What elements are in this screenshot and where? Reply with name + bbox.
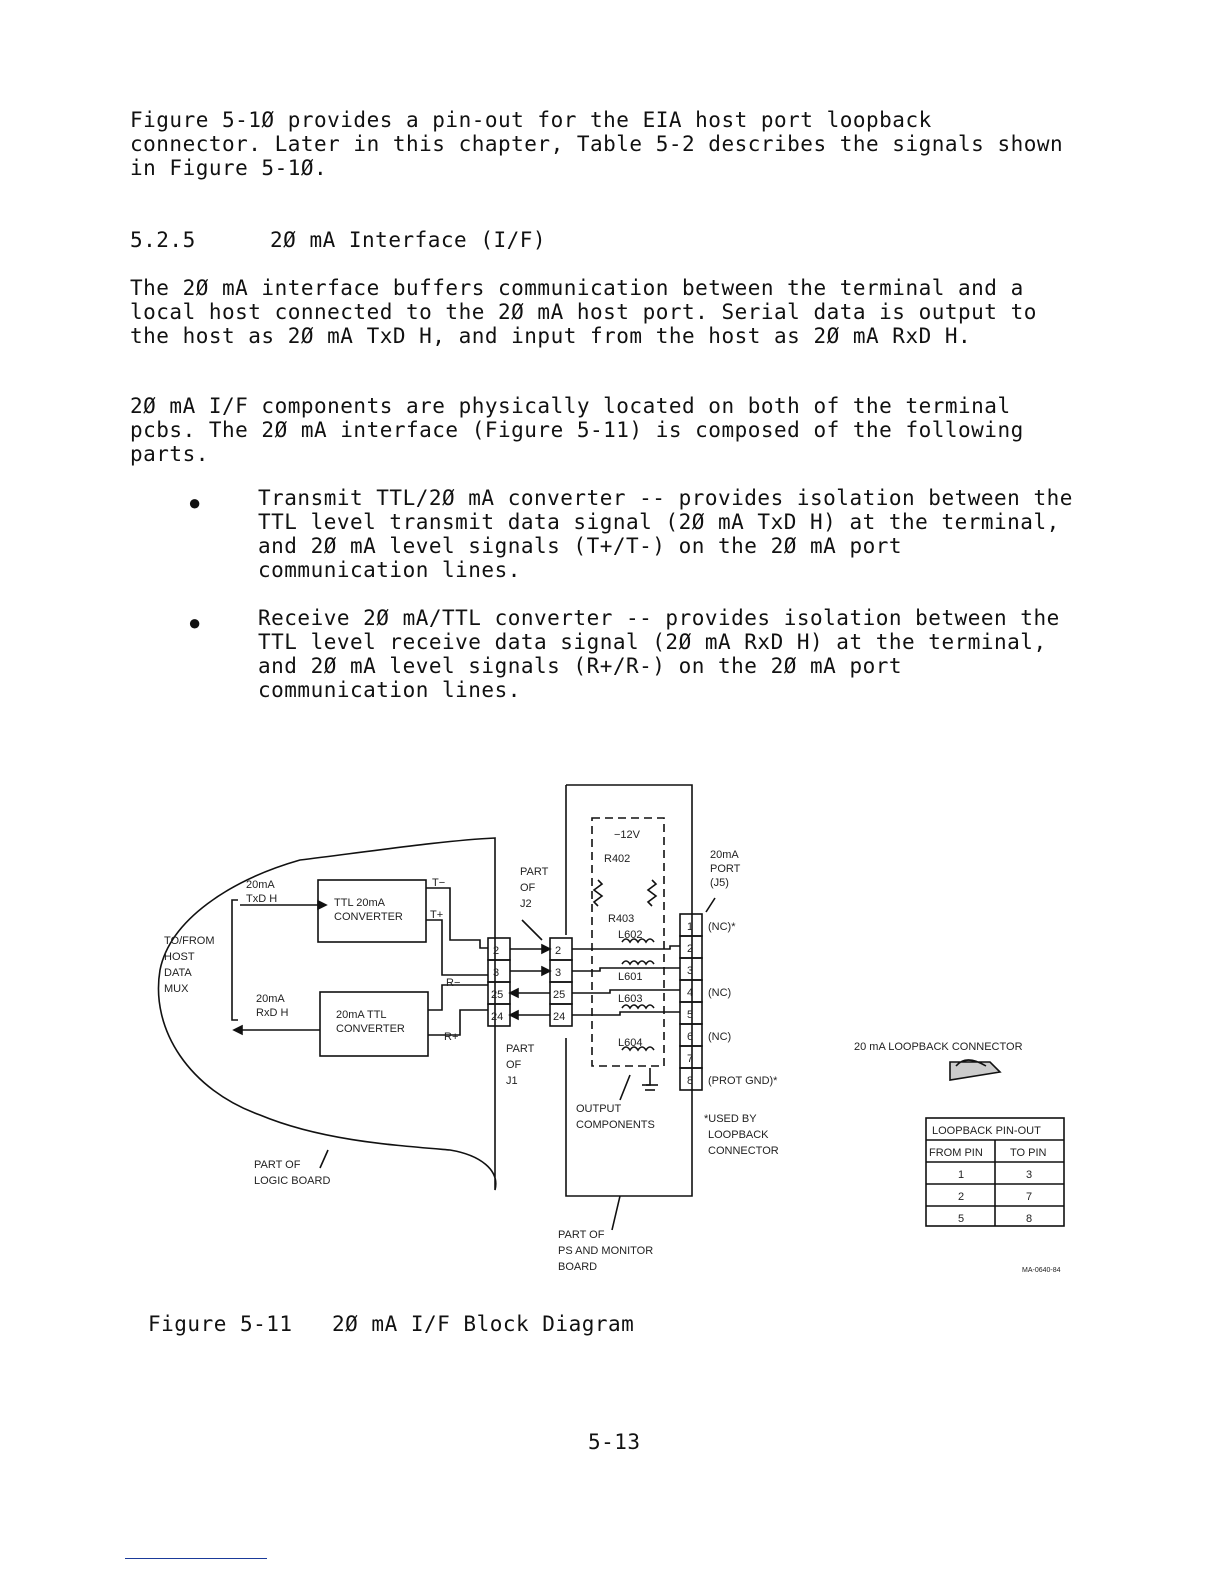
host-label: HOST xyxy=(164,951,195,963)
port-pin: 4 xyxy=(687,987,694,999)
block-diagram xyxy=(150,770,1090,1290)
used-by-note: LOOPBACK xyxy=(708,1129,769,1141)
part-of-logic-board-label: LOGIC BOARD xyxy=(254,1175,331,1187)
t-minus-label: T− xyxy=(432,877,446,889)
pinout-cell: 5 xyxy=(958,1213,965,1225)
used-by-note: CONNECTOR xyxy=(708,1145,779,1157)
logic-board-outline xyxy=(158,838,495,1190)
part-of-j1-label: PART xyxy=(506,1043,535,1055)
figure-caption: Figure 5-11 2Ø mA I/F Block Diagram xyxy=(148,1312,635,1336)
port-title: 20mA xyxy=(710,849,739,861)
section-title: 2Ø mA Interface (I/F) xyxy=(270,228,547,252)
rxd-label: 20mA xyxy=(256,993,285,1005)
l603-label: L603 xyxy=(618,993,643,1005)
port-title: PORT xyxy=(710,863,741,875)
j1-pin: 2 xyxy=(493,945,500,957)
nc-label: (NC) xyxy=(708,987,732,999)
txd-label: TxD H xyxy=(246,893,278,905)
part-of-ps-board-label: PART OF xyxy=(558,1229,605,1241)
part-of-j2-label: OF xyxy=(520,882,536,894)
port-title: (J5) xyxy=(710,877,729,889)
l602-label: L602 xyxy=(618,929,643,941)
nc-label: (NC) xyxy=(708,1031,732,1043)
bullet-marker: ● xyxy=(188,610,202,635)
pinout-cell: 2 xyxy=(958,1191,965,1203)
bullet-receive: Receive 2Ø mA/TTL converter -- provides isolation between the TTL level receive data signal (2Ø mA RxD H) at the terminal, and 2Ø mA level signals (R+/R-) on the 2Ø mA port communication lines. xyxy=(258,606,1060,702)
pinout-header: FROM PIN xyxy=(929,1147,983,1159)
pinout-cell: 1 xyxy=(958,1169,965,1181)
components-paragraph: 2Ø mA I/F components are physically located on both of the terminal pcbs. The 2Ø mA interface (Figure 5-11) is composed of the following parts. xyxy=(130,394,1037,466)
prot-gnd-label: (PROT GND)* xyxy=(708,1075,778,1087)
bullet-marker: ● xyxy=(188,490,202,515)
part-of-j2-label: PART xyxy=(520,866,549,878)
j2-pin: 2 xyxy=(555,945,562,957)
txd-label: 20mA xyxy=(246,879,275,891)
port-pin: 2 xyxy=(687,943,694,955)
pinout-cell: 8 xyxy=(1026,1213,1033,1225)
nc-label: (NC)* xyxy=(708,921,736,933)
rx-converter-label: 20mA TTL xyxy=(336,1009,387,1021)
page-number: 5-13 xyxy=(588,1430,641,1454)
port-pin: 6 xyxy=(687,1031,694,1043)
data-label: DATA xyxy=(164,967,192,979)
rxd-label: RxD H xyxy=(256,1007,289,1019)
j2-pin: 24 xyxy=(553,1011,566,1023)
pinout-title: LOOPBACK PIN-OUT xyxy=(932,1125,1041,1137)
tx-converter-label: TTL 20mA xyxy=(334,897,385,909)
to-from-label: TO/FROM xyxy=(164,935,215,947)
port-pin: 8 xyxy=(687,1075,694,1087)
r-plus-label: R+ xyxy=(444,1031,459,1043)
part-of-j1-label: OF xyxy=(506,1059,522,1071)
host-brace xyxy=(232,900,238,1020)
section-heading xyxy=(130,228,546,252)
pinout-cell: 7 xyxy=(1026,1191,1033,1203)
j2-pin: 3 xyxy=(555,967,562,979)
intro-paragraph: Figure 5-1Ø provides a pin-out for the EIA host port loopback connector. Later in this chapter, Table 5-2 describes the signals shown in Figure 5-1Ø. xyxy=(130,108,1077,180)
part-of-ps-board-label: BOARD xyxy=(558,1261,598,1273)
l604-label: L604 xyxy=(618,1037,643,1049)
rx-converter-label: CONVERTER xyxy=(336,1023,405,1035)
used-by-note: *USED BY xyxy=(704,1113,757,1125)
port-pin: 1 xyxy=(687,921,694,933)
l601-label: L601 xyxy=(618,971,643,983)
neg12v-label: −12V xyxy=(614,829,640,841)
j1-pin: 24 xyxy=(491,1011,504,1023)
part-of-j1-label: J1 xyxy=(506,1075,518,1087)
loopback-connector-title: 20 mA LOOPBACK CONNECTOR xyxy=(854,1041,1023,1053)
pinout-cell: 3 xyxy=(1026,1169,1033,1181)
output-components-label: OUTPUT xyxy=(576,1103,622,1115)
r402-label: R402 xyxy=(604,853,631,865)
ref-code: MA-0640-84 xyxy=(1022,1267,1061,1274)
j2-pin: 25 xyxy=(553,989,566,1001)
port-pin: 5 xyxy=(687,1009,694,1021)
footer-rule xyxy=(125,1558,267,1559)
port-pin: 3 xyxy=(687,965,694,977)
interface-paragraph: The 2Ø mA interface buffers communication between the terminal and a local host connected to the 2Ø mA host port. Serial data is output to the host as 2Ø mA TxD H, and input from the host as 2Ø mA RxD H. xyxy=(130,276,1051,348)
part-of-j2-label: J2 xyxy=(520,898,532,910)
output-components-label: COMPONENTS xyxy=(576,1119,655,1131)
port-pin: 7 xyxy=(687,1053,694,1065)
r-minus-label: R− xyxy=(446,977,461,989)
section-number: 5.2.5 xyxy=(130,228,196,252)
r403-label: R403 xyxy=(608,913,635,925)
j1-pin: 3 xyxy=(493,967,500,979)
part-of-logic-board-label: PART OF xyxy=(254,1159,301,1171)
part-of-ps-board-label: PS AND MONITOR xyxy=(558,1245,654,1257)
t-plus-label: T+ xyxy=(430,909,444,921)
j1-pin: 25 xyxy=(491,989,504,1001)
tx-converter-label: CONVERTER xyxy=(334,911,403,923)
mux-label: MUX xyxy=(164,983,189,995)
pinout-header: TO PIN xyxy=(1010,1147,1047,1159)
loopback-connector-icon xyxy=(950,1060,1000,1080)
bullet-transmit: Transmit TTL/2Ø mA converter -- provides isolation between the TTL level transmit data signal (2Ø mA TxD H) at the terminal, and 2Ø mA level signals (T+/T-) on the 2Ø mA port communication lines. xyxy=(258,486,1073,582)
